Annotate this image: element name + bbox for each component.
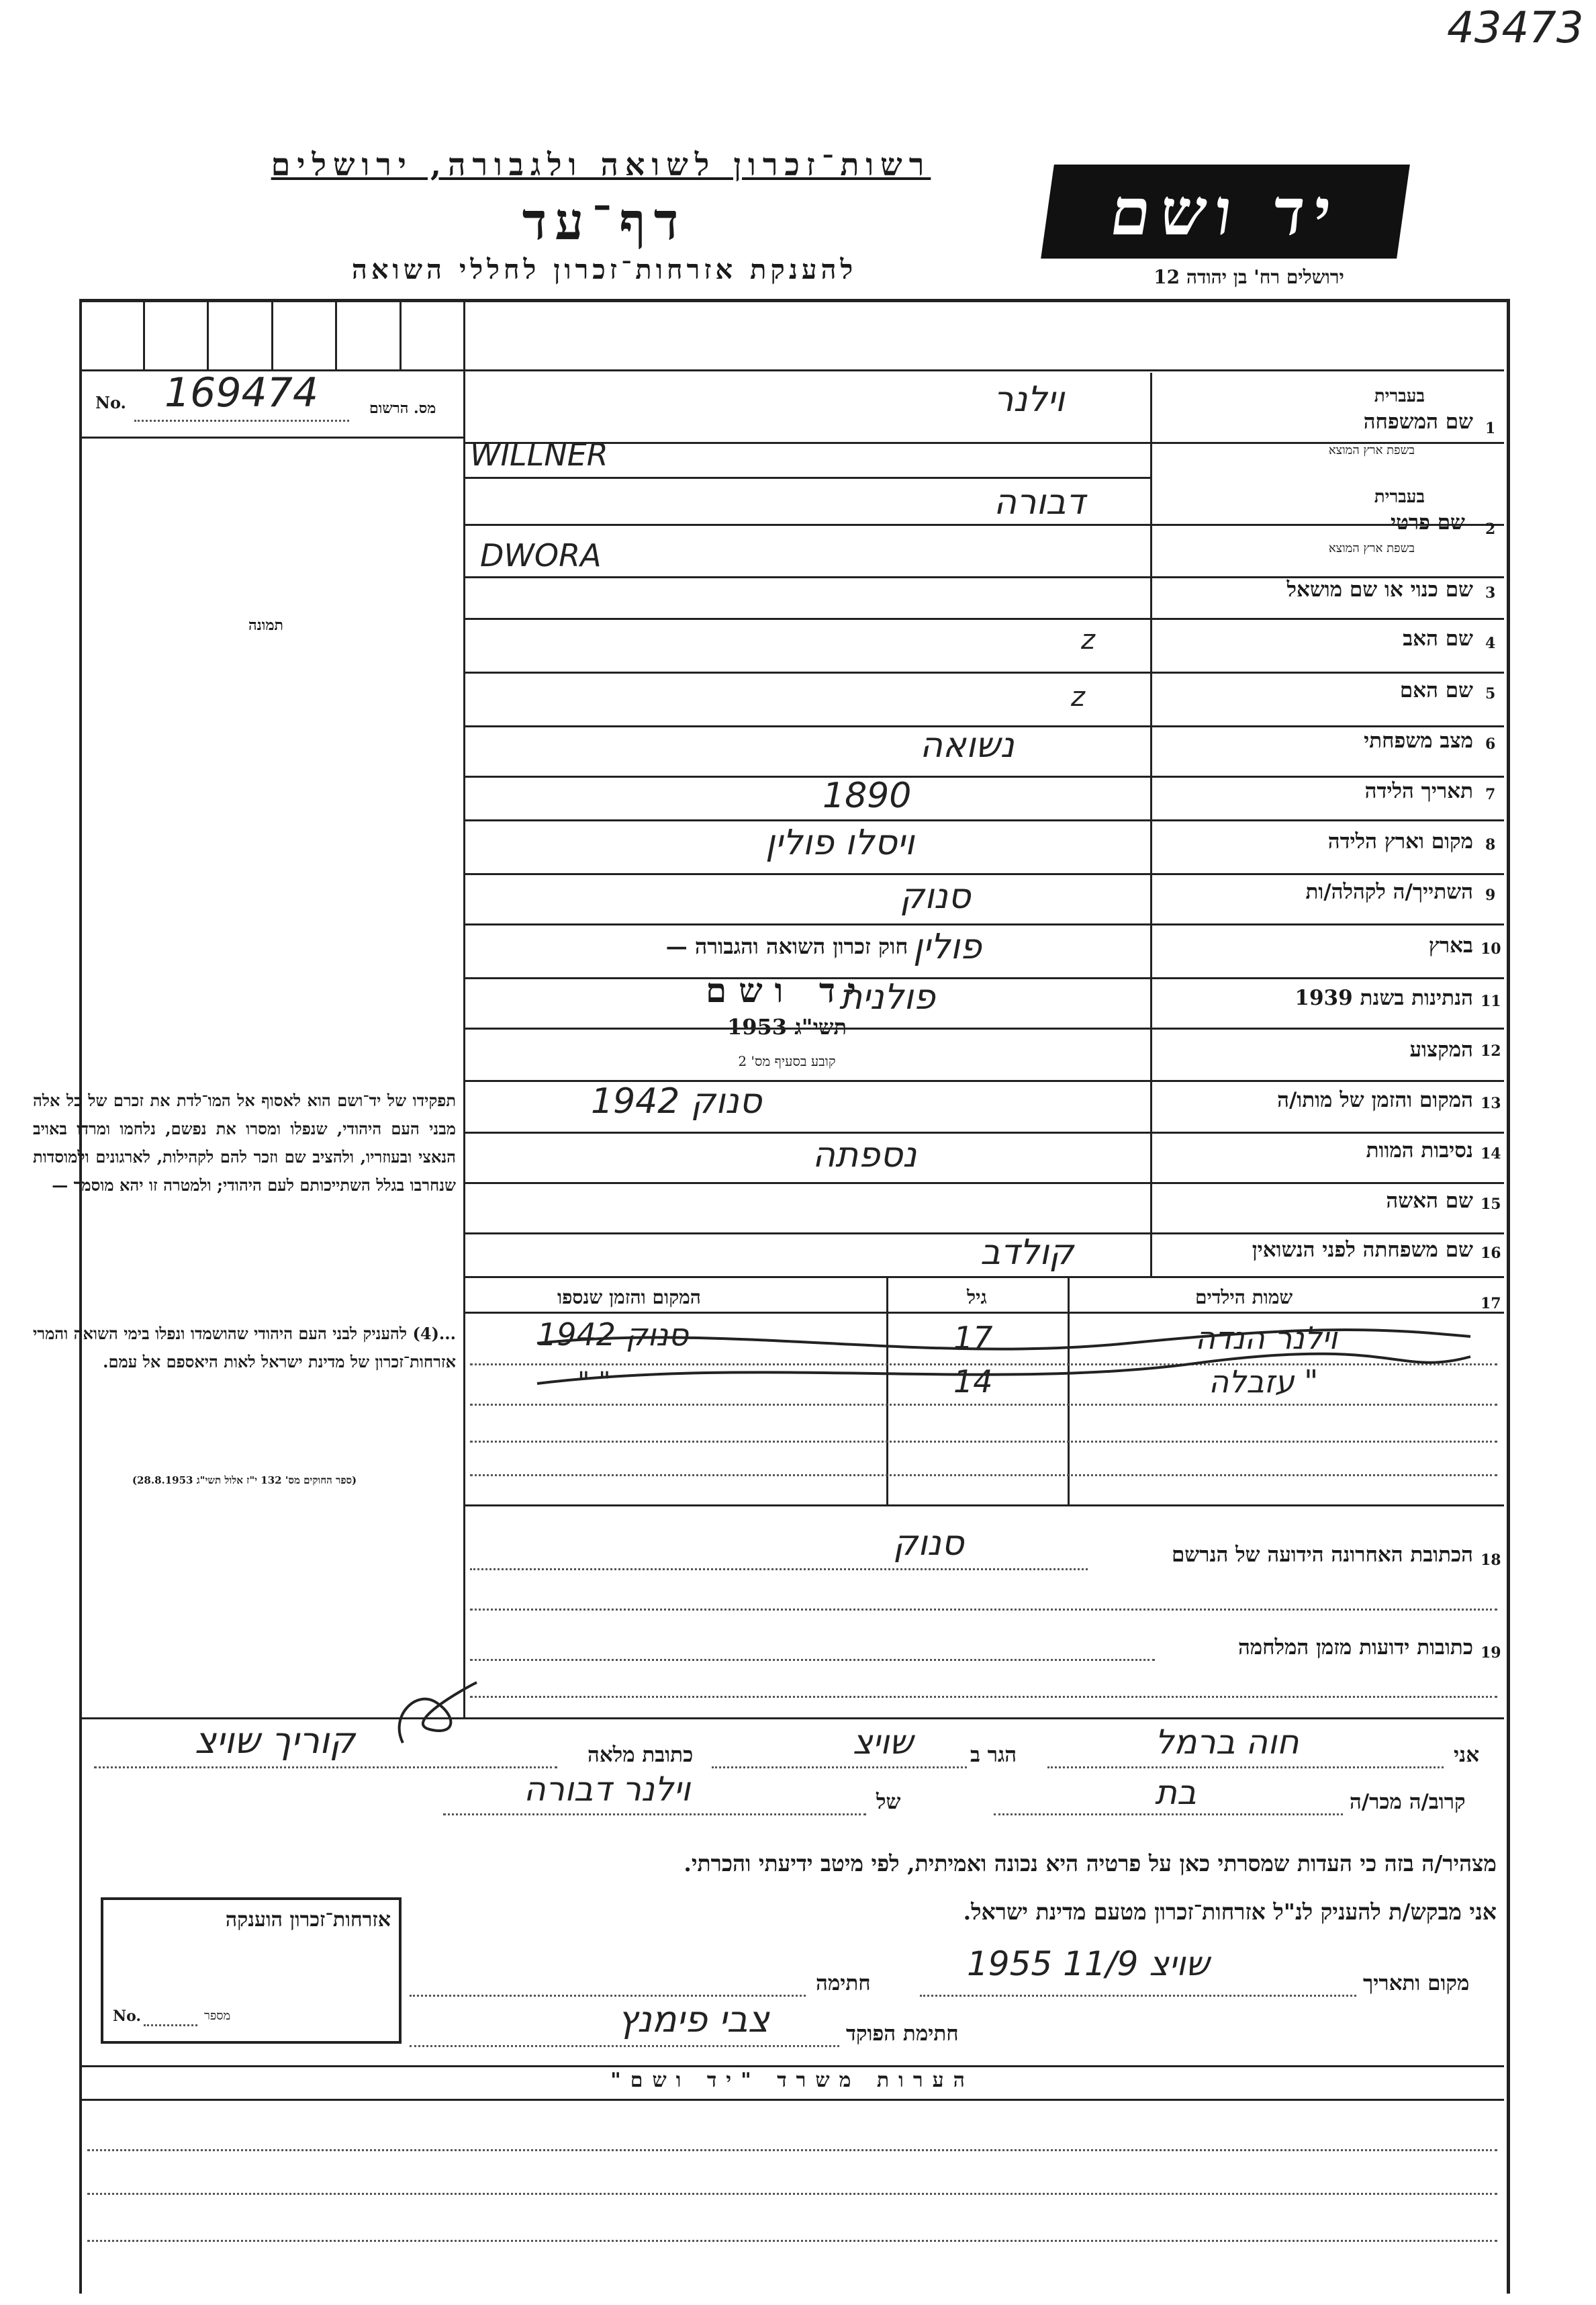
declaration-i-label: אני (1454, 1743, 1480, 1767)
field-11-number: 11 (1481, 993, 1501, 1010)
law-year: תשי"ג 1953 (727, 1014, 847, 1040)
field-15-number: 15 (1481, 1195, 1501, 1213)
photo-label: תמונה (248, 617, 283, 634)
children-place-time-header: המקום והזמן שנספו (557, 1286, 701, 1308)
field-14-number: 14 (1481, 1145, 1501, 1163)
field-12-number: 12 (1481, 1042, 1501, 1060)
field-1-foreign-label: בשפת ארץ המוצא (1328, 443, 1415, 457)
office-notes-title: הערות משרד "יד ושם" (610, 2069, 974, 2092)
lives-in-value: שויצ (853, 1723, 913, 1762)
law-name: יד ושם (706, 970, 868, 1010)
field-16-number: 16 (1481, 1245, 1501, 1262)
signature-label: חתימה (816, 1971, 871, 1995)
field-4-label: שם האב (1403, 627, 1473, 651)
officer-signature: צבי פימנץ (618, 1998, 769, 2040)
relation-label: קרוב/ה מכר/ה (1350, 1790, 1466, 1814)
top-boxes (81, 302, 463, 369)
statement-2: אני מבקש/ת להעניק לנ"ל אזרחות־זכרון מטעם מדינת ישראל. (963, 1899, 1497, 1925)
lives-in-label: הגר ב (970, 1743, 1017, 1767)
field-2-lang-label: בעברית (1374, 487, 1425, 507)
law-heading: חוק זכרון השואה והגבורה — (665, 934, 908, 959)
registration-label: מס. הרשום (369, 400, 436, 417)
field-2-value-foreign: DWORA (480, 537, 602, 574)
children-names-header: שמות הילדים (1195, 1286, 1293, 1308)
child-1-place-time: 1942 סנוק (537, 1316, 689, 1353)
field-1-number: 1 (1485, 420, 1496, 437)
field-18-value: סנוק (893, 1523, 964, 1564)
field-3-label: שם כנוי או שם מושאל (1286, 578, 1473, 602)
field-6-value: נשואה (920, 725, 1015, 766)
yad-vashem-logo (1041, 165, 1410, 259)
field-8-label: מקום וארץ הלידה (1327, 829, 1473, 854)
place-date-label: מקום ותאריך (1363, 1971, 1470, 1995)
field-7-number: 7 (1485, 786, 1496, 803)
full-address-value: קוריך שויצ (195, 1719, 355, 1762)
children-strike-through (524, 1316, 1484, 1397)
field-4-value: z (1081, 625, 1095, 656)
field-1-value-foreign: WILLNER (470, 437, 608, 473)
field-18-label: הכתובת האחרונה הידועה של הנרשם (1171, 1543, 1473, 1567)
citizenship-box (101, 1897, 402, 2044)
field-16-value: קולדב (980, 1232, 1074, 1273)
logo-text: יד ושם (1105, 173, 1346, 250)
officer-signature-label: חתימת הפוקד (846, 2022, 959, 2046)
field-2-foreign-label: בשפת ארץ המוצא (1328, 541, 1415, 555)
field-6-label: מצב משפחתי (1364, 729, 1473, 753)
registration-number: 169474 (165, 369, 319, 416)
full-address-label: כתובת מלאה (588, 1743, 694, 1767)
field-19-number: 19 (1481, 1644, 1501, 1662)
field-14-label: נסיבות המוות (1366, 1138, 1473, 1163)
field-3-number: 3 (1485, 584, 1496, 602)
field-5-value: z (1071, 682, 1085, 713)
children-age-header: גיל (967, 1286, 987, 1308)
field-16-label: שם משפחתה לפני הנשואין (1252, 1238, 1473, 1262)
child-2-place-time: " " (577, 1367, 611, 1398)
law-paragraph-1: תפקידו של יד־ושם הוא לאסוף אל המו־לדת את זכרם של כל אלה מבני העם היהודי, שנפלו ומסרו את נפשם, נלחמו ומרדו באויב הנאצי ובעוזריו, ולהציב שם וזכר להם לקהילות, לארגונים ולמוסדות שנחרבו בגלל השתייכותם לעם היהודי; ולמטרה זו יהא מוסמך — (33, 1091, 456, 1195)
declarant-name: חוה ברמל (1155, 1723, 1299, 1762)
field-2-value-hebrew: דבורה (994, 482, 1085, 523)
child-2-age: 14 (953, 1363, 993, 1400)
law-clause: קובע בסעיף מס' 2 (738, 1053, 836, 1069)
field-14-value: נספתה (812, 1135, 917, 1175)
child-1-name: וילנר הנדה (1195, 1320, 1337, 1356)
law-footnote: (ספר החוקים מס' 132 י"ז אלול תשי"ג 28.8.1953) (132, 1474, 357, 1486)
relation-value: בת (1155, 1773, 1196, 1812)
field-2-label: שם פרטי (1390, 510, 1465, 535)
field-5-label: שם האם (1399, 678, 1473, 703)
page-title: דף־עד (522, 191, 687, 251)
header-address: ירושלים רח' בן יהודה 12 (1154, 266, 1344, 288)
field-10-number: 10 (1481, 940, 1501, 958)
field-19-label: כתובות ידועות מזמן המלחמה (1237, 1635, 1473, 1660)
field-11-value: פולנית (839, 977, 935, 1018)
statement-1: מצהיר/ה בזה כי העדות שמסרתי כאן על פרטיה היא נכונה ואמיתית, לפי מיטב ידיעתי והכרתי. (684, 1850, 1497, 1877)
field-13-value: 1942 סנוק (591, 1081, 762, 1122)
child-1-age: 17 (953, 1320, 993, 1356)
field-18-number: 18 (1481, 1551, 1501, 1569)
field-10-label: בארץ (1428, 934, 1473, 958)
field-12-label: המקצוע (1409, 1038, 1473, 1062)
corner-number: 43473 (1447, 3, 1584, 53)
law-paragraph-2: ...(4) להעניק לבני העם היהודי שהושמדו ונפלו בימי השואה והמרי אזרחות־זכרון של מדינת ישראל לאות היאספם אל עמם. (33, 1324, 456, 1371)
field-11-label: הנתינות בשנת 1939 (1295, 986, 1473, 1010)
field-7-value: 1890 (823, 776, 912, 816)
field-9-number: 9 (1485, 887, 1496, 904)
field-13-label: המקום והזמן של מותו/ה (1277, 1088, 1473, 1112)
field-4-number: 4 (1485, 635, 1496, 652)
field-1-lang-label: בעברית (1374, 386, 1425, 406)
field-15-label: שם האשה (1386, 1189, 1473, 1213)
field-17-number: 17 (1481, 1295, 1501, 1312)
field-5-number: 5 (1485, 685, 1496, 703)
field-9-label: השתייך/ה לקהלה/ות (1305, 880, 1473, 904)
place-date-value: שויצ 11/9 1955 (967, 1944, 1210, 1983)
field-8-value: ויסלו פולין (765, 823, 914, 863)
field-1-label: שם המשפחה (1363, 410, 1473, 434)
citizenship-no-label: No. (113, 2007, 142, 2025)
child-2-name: " עזבלה (1209, 1363, 1319, 1400)
of-name-value: וילנר דבורה (524, 1770, 691, 1809)
field-7-label: תאריך הלידה (1364, 779, 1473, 803)
field-8-number: 8 (1485, 836, 1496, 854)
citizenship-box-title: אזרחות־זכרון הוענקה (225, 1908, 391, 1932)
of-label: של (876, 1790, 901, 1814)
declarant-signature (376, 1676, 483, 1750)
field-10-value: פולין (913, 927, 982, 967)
field-9-value: סנוק (900, 876, 971, 917)
field-6-number: 6 (1485, 735, 1496, 753)
field-1-value-hebrew: וילנר (994, 379, 1065, 420)
field-2-number: 2 (1485, 521, 1496, 538)
authority-heading: רשות־זכרון לשואה ולגבורה, ירושלים (271, 146, 931, 183)
registration-no-label: No. (95, 393, 126, 412)
citizenship-number-label: מספר (204, 2009, 231, 2023)
form-subtitle: להענקת אזרחות־זכרון לחללי השואה (351, 254, 857, 285)
field-13-number: 13 (1481, 1095, 1501, 1112)
